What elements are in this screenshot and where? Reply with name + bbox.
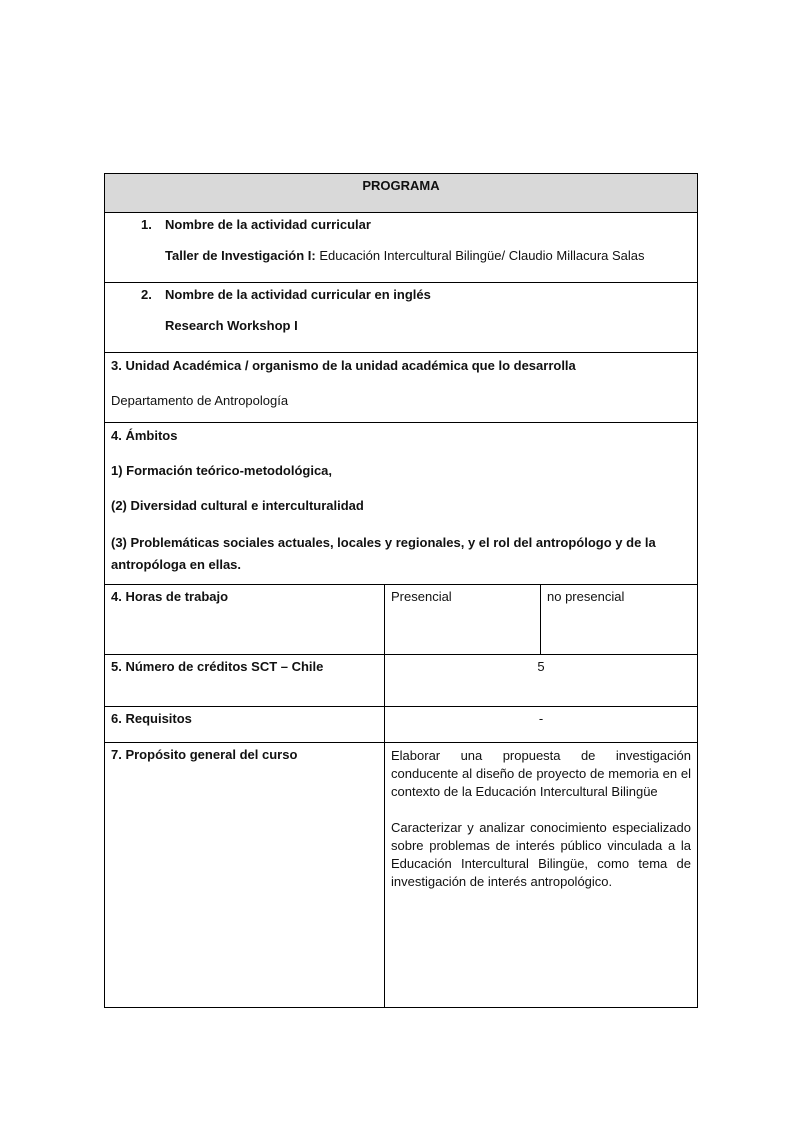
- section-2-value: Research Workshop I: [165, 318, 298, 333]
- section-2-title: Nombre de la actividad curricular en inglés: [165, 287, 431, 302]
- purpose-label: 7. Propósito general del curso: [111, 747, 298, 762]
- section-3-cell: [105, 353, 698, 423]
- purpose-row: [105, 743, 698, 1008]
- purpose-value-cell: [385, 743, 698, 1008]
- credits-label-cell: [105, 655, 385, 707]
- section-3-row: [105, 353, 698, 423]
- section-1-value-bold: Taller de Investigación I:: [165, 248, 316, 263]
- hours-row: [105, 585, 698, 655]
- section-3-title: 3. Unidad Académica / organismo de la unidad académica que lo desarrolla: [111, 358, 576, 373]
- ambito-item-1: 1) Formación teórico-metodológica,: [111, 463, 333, 478]
- program-header: [105, 174, 698, 213]
- requisites-value: -: [538, 711, 544, 726]
- credits-value-cell: [385, 655, 698, 707]
- requisites-label: 6. Requisitos: [111, 711, 192, 726]
- credits-label: 5. Número de créditos SCT – Chile: [111, 659, 324, 674]
- hours-label-cell: [105, 585, 385, 655]
- program-header-text: PROGRAMA: [362, 178, 440, 193]
- hours-label: 4. Horas de trabajo: [111, 589, 229, 604]
- section-4-cell: [105, 423, 698, 585]
- requisites-value-cell: [385, 707, 698, 743]
- section-4-row: [105, 423, 698, 585]
- section-1-heading: [111, 217, 691, 232]
- credits-row: [105, 655, 698, 707]
- requisites-label-cell: [105, 707, 385, 743]
- section-1-value: [111, 248, 691, 263]
- section-4-title: 4. Ámbitos: [111, 428, 178, 443]
- program-table: [104, 173, 698, 1008]
- header-row: [105, 174, 698, 213]
- section-1-value-rest: Educación Intercultural Bilingüe/ Claudio Millacura Salas: [315, 248, 645, 263]
- purpose-label-cell: [105, 743, 385, 1008]
- section-2-cell: [105, 283, 698, 353]
- purpose-paragraph-1: Elaborar una propuesta de investigación conducente al diseño de proyecto de memoria en el contexto de la Educación Intercultural Bilingüe: [391, 748, 691, 799]
- section-3-value: Departamento de Antropología: [111, 393, 289, 408]
- section-1-row: [105, 213, 698, 283]
- section-1-cell: [105, 213, 698, 283]
- purpose-text: [385, 743, 697, 897]
- hours-no-presencial-cell: [541, 585, 698, 655]
- section-1-title: Nombre de la actividad curricular: [165, 217, 371, 232]
- hours-no-presencial: no presencial: [547, 589, 625, 604]
- section-1-number: 1.: [141, 217, 152, 232]
- section-2-row: [105, 283, 698, 353]
- requisites-row: [105, 707, 698, 743]
- section-2-number: 2.: [141, 287, 152, 302]
- purpose-paragraph-2: Caracterizar y analizar conocimiento especializado sobre problemas de interés público vinculada a la Educación Intercultural Bilingüe, como tema de investigación de interés antropológico.: [391, 820, 691, 889]
- section-2-heading: [111, 287, 691, 302]
- ambito-item-2: (2) Diversidad cultural e interculturalidad: [111, 498, 364, 513]
- credits-value: 5: [537, 659, 545, 674]
- hours-presencial: Presencial: [391, 589, 452, 604]
- ambito-item-3: (3) Problemáticas sociales actuales, locales y regionales, y el rol del antropólogo y de la antropóloga en ellas.: [111, 535, 656, 572]
- hours-presencial-cell: [385, 585, 541, 655]
